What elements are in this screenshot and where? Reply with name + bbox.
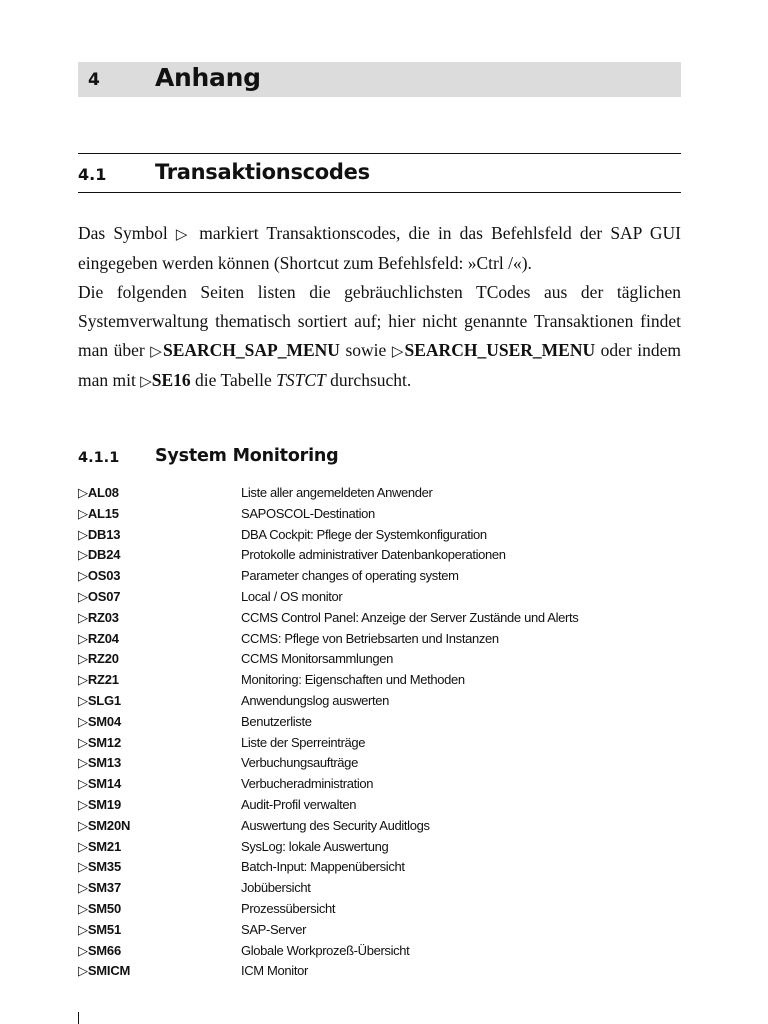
transaction-symbol-icon: ▷ xyxy=(150,342,163,360)
list-item xyxy=(78,858,681,879)
tcode-description: Anwendungslog auswerten xyxy=(241,692,390,708)
tcode-description: Batch-Input: Mappenübersicht xyxy=(241,859,405,875)
tcode-description: Local / OS monitor xyxy=(241,588,343,604)
tcode-search-user-menu xyxy=(392,340,595,360)
list-item xyxy=(78,505,681,526)
transaction-symbol-icon: ▷ xyxy=(78,735,88,751)
tcode xyxy=(78,943,121,959)
tcode-label: SM66 xyxy=(87,942,121,958)
section-number: 4.1 xyxy=(78,165,107,184)
tcode xyxy=(78,506,119,522)
intro-text xyxy=(78,219,681,396)
tcode xyxy=(78,776,121,792)
tcode xyxy=(78,818,130,834)
tcode-label: SMICM xyxy=(87,963,131,979)
list-item xyxy=(78,484,681,505)
tcode-se16 xyxy=(140,370,190,390)
tcode xyxy=(78,735,121,751)
transaction-symbol-icon: ▷ xyxy=(78,901,88,917)
transaction-symbol-icon: ▷ xyxy=(78,527,88,543)
tcode-description: Verbucheradministration xyxy=(241,776,374,792)
tcode-description: CCMS Control Panel: Anzeige der Server Zustände und Alerts xyxy=(241,609,579,625)
tcode xyxy=(78,839,121,855)
tcode-label: AL08 xyxy=(87,485,119,500)
tcode-description: Jobübersicht xyxy=(241,880,311,896)
transaction-symbol-icon: ▷ xyxy=(78,756,88,772)
table-name: TSTCT xyxy=(276,370,326,390)
tcode-label: SM37 xyxy=(87,880,121,896)
transaction-symbol-icon: ▷ xyxy=(78,943,88,959)
transaction-symbol-icon: ▷ xyxy=(78,777,88,793)
list-item xyxy=(78,754,681,775)
tcode xyxy=(78,485,119,501)
tcode-label: SM35 xyxy=(87,859,121,875)
intro-text-span: Das Symbol xyxy=(78,223,176,243)
list-item xyxy=(78,838,681,859)
tcode-label: RZ21 xyxy=(87,672,119,688)
tcode xyxy=(78,631,119,647)
intro-text-span: sowie xyxy=(339,340,392,360)
list-item xyxy=(78,526,681,547)
list-item xyxy=(78,588,681,609)
tcode xyxy=(78,755,121,771)
tcode-label: RZ20 xyxy=(87,651,119,667)
transaction-symbol-icon: ▷ xyxy=(78,714,88,730)
tcode-description: Protokolle administrativer Datenbankoperationen xyxy=(241,547,506,563)
transaction-symbol-icon: ▷ xyxy=(78,860,88,876)
tcode-description: DBA Cockpit: Pflege der Systemkonfiguration xyxy=(241,526,487,542)
tcode xyxy=(78,693,121,709)
tcode-label: SM51 xyxy=(87,921,121,937)
tcode-label: OS07 xyxy=(87,588,121,604)
transaction-symbol-icon: ▷ xyxy=(78,631,88,647)
tcode-description: ICM Monitor xyxy=(241,963,308,979)
tcode-description: Benutzerliste xyxy=(241,713,312,729)
tcode-description: SysLog: lokale Auswertung xyxy=(241,838,389,854)
tcode-label: SM12 xyxy=(87,734,121,750)
tcode-description: SAPOSCOL-Destination xyxy=(241,505,375,521)
tcode-description: CCMS: Pflege von Betriebsarten und Instanzen xyxy=(241,630,499,646)
list-item xyxy=(78,962,681,983)
tcode-description: Liste der Sperreinträge xyxy=(241,734,366,750)
tcode-label: SM13 xyxy=(87,755,121,771)
tcode-description: Prozessübersicht xyxy=(241,900,336,916)
tcode-label: SM19 xyxy=(87,796,121,812)
tcode xyxy=(78,651,119,667)
intro-text-span: die Tabelle xyxy=(190,370,277,390)
tcode xyxy=(78,880,121,896)
list-item xyxy=(78,796,681,817)
transaction-symbol-icon: ▷ xyxy=(78,589,88,605)
transaction-symbol-icon: ▷ xyxy=(78,797,88,813)
transaction-symbol-icon: ▷ xyxy=(78,818,88,834)
list-item xyxy=(78,921,681,942)
intro-text-span: durchsucht. xyxy=(325,370,412,390)
transaction-symbol-icon: ▷ xyxy=(140,372,152,390)
chapter-title: Anhang xyxy=(155,63,261,92)
transaction-symbol-icon: ▷ xyxy=(78,610,88,626)
transaction-symbol-icon: ▷ xyxy=(78,486,88,501)
intro-text-span: markiert Transaktionscodes, die in das Befehlsfeld der SAP GUI eingegeben werden können (Shortcut zum Befehlsfeld: »Ctrl /«). xyxy=(78,223,681,273)
tcode xyxy=(78,859,121,875)
tcode-label: DB24 xyxy=(87,547,121,563)
chapter-number: 4 xyxy=(88,70,100,90)
section-title: Transaktionscodes xyxy=(155,160,370,184)
subsection-title: System Monitoring xyxy=(155,446,339,466)
tcode-label: SM21 xyxy=(87,838,121,854)
tcode-label: SM04 xyxy=(87,713,121,729)
tcode-label: SEARCH_SAP_MENU xyxy=(162,340,340,360)
tcode-description: Verbuchungsaufträge xyxy=(241,755,358,771)
tcode xyxy=(78,922,121,938)
tcode-description: Parameter changes of operating system xyxy=(241,568,459,584)
list-item xyxy=(78,775,681,796)
list-item xyxy=(78,713,681,734)
tcode-description: Monitoring: Eigenschaften und Methoden xyxy=(241,672,465,688)
list-item xyxy=(78,567,681,588)
transaction-symbol-icon: ▷ xyxy=(78,881,88,897)
list-item xyxy=(78,630,681,651)
tcode-label: OS03 xyxy=(87,568,121,584)
tcode-label: SE16 xyxy=(151,370,191,390)
transaction-symbol-icon: ▷ xyxy=(78,839,88,855)
tcode-label: SM50 xyxy=(87,900,121,916)
tcode xyxy=(78,568,120,584)
tcode xyxy=(78,901,121,917)
tcode-label: SM20N xyxy=(87,817,131,833)
tcode-label: RZ03 xyxy=(87,609,119,625)
tcode-list xyxy=(78,484,681,983)
chapter-header xyxy=(78,62,681,97)
tcode-label: AL15 xyxy=(87,505,119,521)
transaction-symbol-icon: ▷ xyxy=(78,673,88,689)
subsection-header xyxy=(78,446,681,470)
transaction-symbol-icon: ▷ xyxy=(78,693,88,709)
transaction-symbol-icon: ▷ xyxy=(78,652,88,668)
tcode xyxy=(78,527,120,543)
list-item xyxy=(78,942,681,963)
list-item xyxy=(78,650,681,671)
tcode-label: SM14 xyxy=(87,776,121,792)
tcode xyxy=(78,547,120,563)
tcode xyxy=(78,963,130,979)
tcode-label: SEARCH_USER_MENU xyxy=(404,340,596,360)
tcode xyxy=(78,589,120,605)
subsection-number: 4.1.1 xyxy=(78,450,120,466)
tcode-description: Liste aller angemeldeten Anwender xyxy=(241,485,433,500)
transaction-symbol-icon: ▷ xyxy=(78,506,88,522)
tcode xyxy=(78,797,121,813)
list-item xyxy=(78,734,681,755)
transaction-symbol-icon: ▷ xyxy=(78,569,88,585)
tcode-search-sap-menu xyxy=(150,340,340,360)
tcode xyxy=(78,672,119,688)
tcode-description: Auswertung des Security Auditlogs xyxy=(241,817,430,833)
intro-paragraph-1 xyxy=(78,219,681,278)
transaction-symbol-icon: ▷ xyxy=(391,342,405,360)
intro-text-span: Die folgenden Seiten listen die gebräuchlichsten TCodes aus der täglichen Systemverwaltung thematisch sortiert auf; hier nicht genannte Transaktionen findet man über xyxy=(78,282,681,360)
list-item xyxy=(78,671,681,692)
tcode xyxy=(78,714,121,730)
list-item xyxy=(78,692,681,713)
list-item xyxy=(78,546,681,567)
tcode-description: CCMS Monitorsammlungen xyxy=(241,651,393,667)
intro-paragraph-2 xyxy=(78,278,681,396)
tcode-description: SAP-Server xyxy=(241,921,307,937)
tcode-label: SLG1 xyxy=(87,692,121,708)
list-item xyxy=(78,879,681,900)
list-item xyxy=(78,609,681,630)
transaction-symbol-icon: ▷ xyxy=(78,548,88,564)
tcode-description: Globale Workprozeß-Übersicht xyxy=(241,942,410,958)
tcode xyxy=(78,610,119,626)
section-header xyxy=(78,153,681,193)
transaction-symbol-icon: ▷ xyxy=(175,225,192,243)
tcode-description: Audit-Profil verwalten xyxy=(241,796,357,812)
tcode-label: DB13 xyxy=(87,526,121,542)
page-edge-mark xyxy=(78,1012,79,1024)
transaction-symbol-icon: ▷ xyxy=(78,922,88,938)
transaction-symbol-icon: ▷ xyxy=(78,964,88,980)
list-item xyxy=(78,900,681,921)
list-item xyxy=(78,817,681,838)
tcode-label: RZ04 xyxy=(87,630,119,646)
intro-text-span: oder indem man mit xyxy=(78,340,681,390)
